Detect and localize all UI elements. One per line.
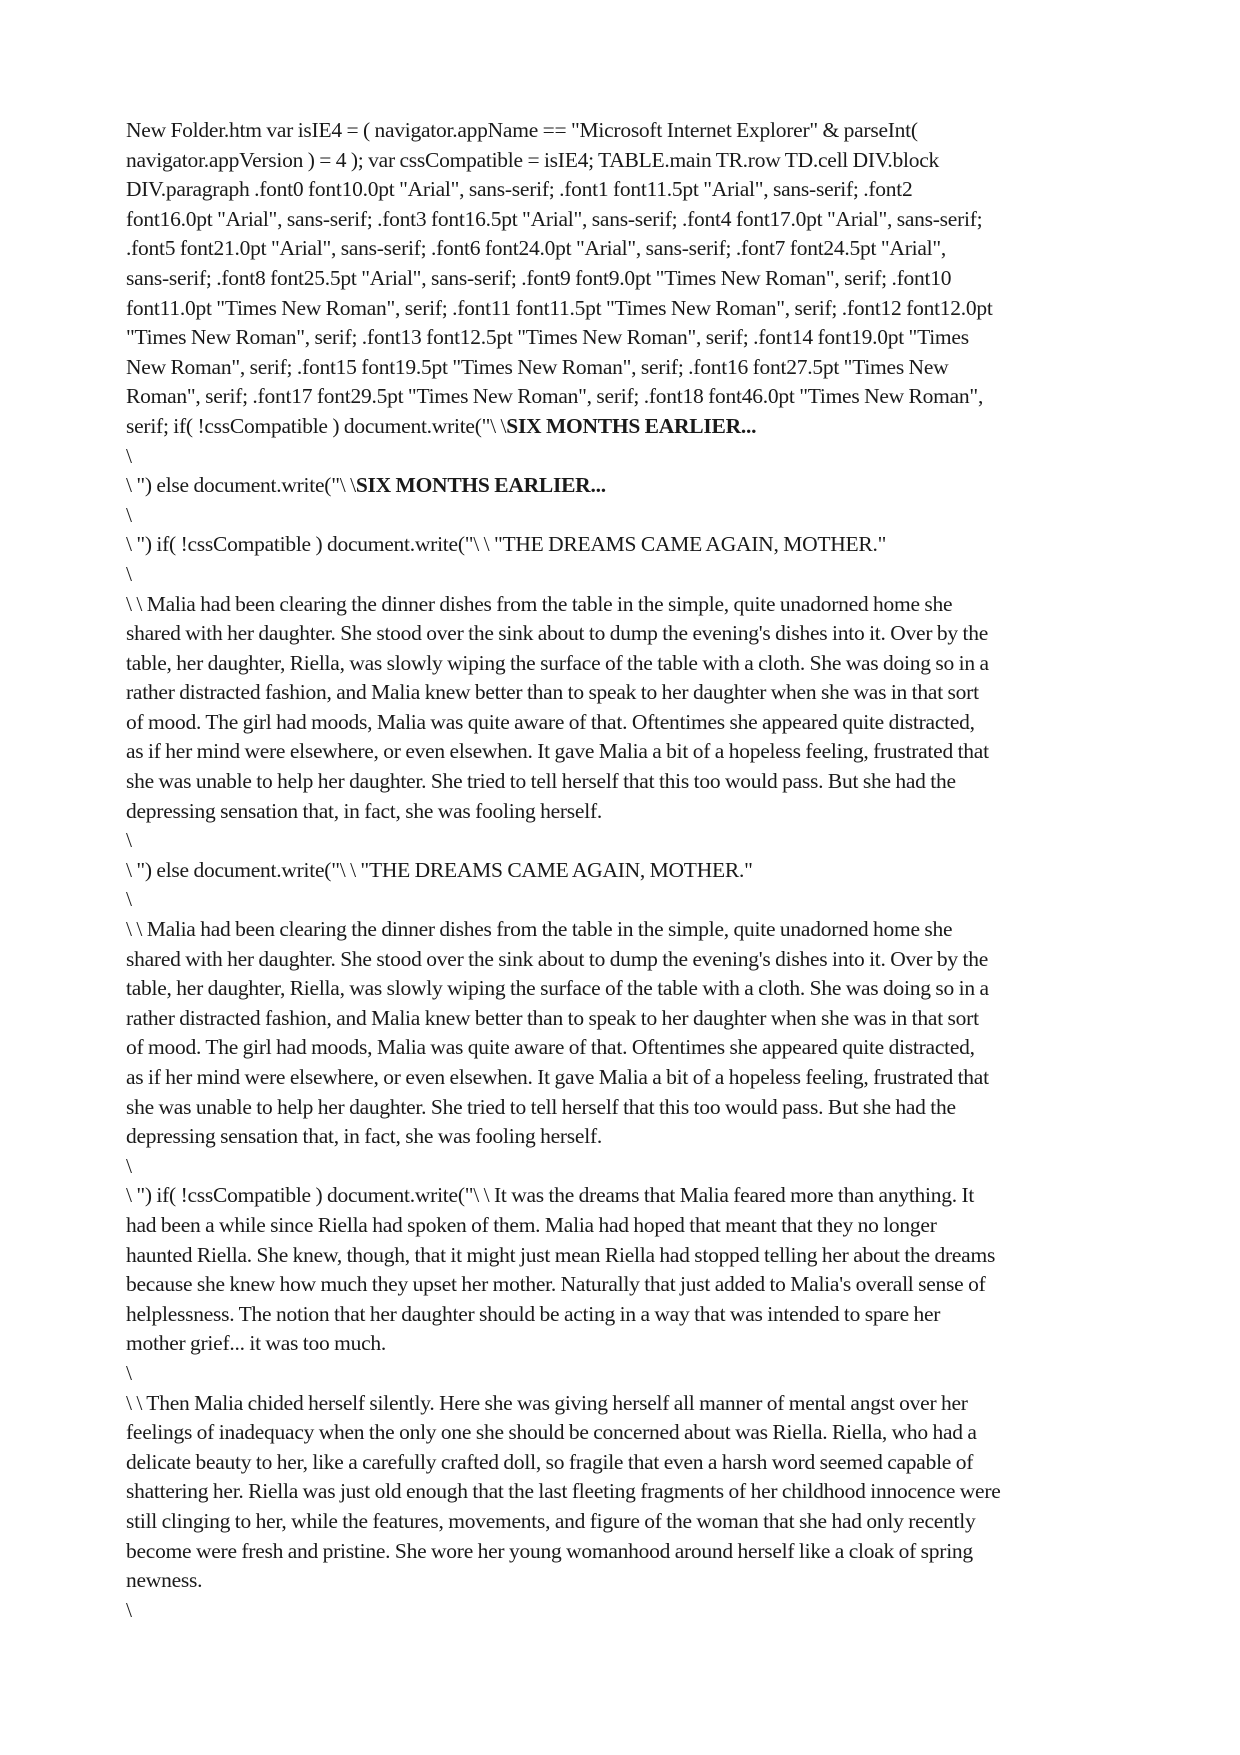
text-line	[126, 412, 1122, 442]
text-line	[126, 1389, 1122, 1419]
text-segment: because she knew how much they upset her mother. Naturally that just added to Malia's overall sense of	[126, 1272, 986, 1297]
text-line	[126, 1329, 1122, 1359]
text-segment: DIV.paragraph .font0 font10.0pt "Arial", sans-serif; .font1 font11.5pt "Arial", sans-serif; .font2	[126, 177, 913, 202]
text-line	[126, 856, 1122, 886]
text-segment: still clinging to her, while the features, movements, and figure of the woman that she had only recently	[126, 1508, 976, 1533]
text-line	[126, 1270, 1122, 1300]
text-line	[126, 708, 1122, 738]
text-segment: font11.0pt "Times New Roman", serif; .font11 font11.5pt "Times New Roman", serif; .font12 font12.0pt	[126, 295, 993, 320]
text-line	[126, 1033, 1122, 1063]
text-segment: serif; if( !cssCompatible ) document.write("\ \	[126, 413, 507, 438]
text-line	[126, 826, 1122, 856]
text-segment: she was unable to help her daughter. She tried to tell herself that this too would pass. But she had the	[126, 769, 956, 794]
text-segment: shared with her daughter. She stood over the sink about to dump the evening's dishes into it. Over by the	[126, 621, 989, 646]
text-line	[126, 234, 1122, 264]
text-line	[126, 1448, 1122, 1478]
text-segment: sans-serif; .font8 font25.5pt "Arial", sans-serif; .font9 font9.0pt "Times New Roman", serif; .font10	[126, 265, 952, 290]
text-segment: \	[126, 443, 132, 468]
text-line	[126, 294, 1122, 324]
text-segment: depressing sensation that, in fact, she was fooling herself.	[126, 798, 602, 823]
text-segment: \	[126, 1360, 132, 1385]
text-line	[126, 619, 1122, 649]
text-line	[126, 1596, 1122, 1626]
text-line	[126, 945, 1122, 975]
bold-heading-text: SIX MONTHS EARLIER...	[506, 413, 757, 438]
text-segment: "Times New Roman", serif; .font13 font12.5pt "Times New Roman", serif; .font14 font19.0pt "Times	[126, 325, 969, 350]
text-segment: had been a while since Riella had spoken of them. Malia had hoped that meant that they no longer	[126, 1212, 937, 1237]
text-segment: \ \ Malia had been clearing the dinner dishes from the table in the simple, quite unadorned home she	[126, 591, 953, 616]
text-line	[126, 1063, 1122, 1093]
text-segment: Roman", serif; .font17 font29.5pt "Times New Roman", serif; .font18 font46.0pt "Times New Roman",	[126, 384, 984, 409]
text-segment: helplessness. The notion that her daughter should be acting in a way that was intended to spare her	[126, 1301, 941, 1326]
text-line	[126, 501, 1122, 531]
text-line	[126, 175, 1122, 205]
text-segment: as if her mind were elsewhere, or even elsewhen. It gave Malia a bit of a hopeless feeling, frustrated that	[126, 1065, 989, 1089]
text-line	[126, 797, 1122, 827]
text-line	[126, 116, 1122, 146]
text-line	[126, 1507, 1122, 1537]
text-line	[126, 737, 1122, 767]
text-line	[126, 649, 1122, 679]
text-segment: become were fresh and pristine. She wore her young womanhood around herself like a cloak of spring	[126, 1538, 973, 1563]
text-line	[126, 1300, 1122, 1330]
text-line	[126, 1211, 1122, 1241]
text-segment: shared with her daughter. She stood over the sink about to dump the evening's dishes into it. Over by the	[126, 946, 989, 971]
text-line	[126, 1181, 1122, 1211]
text-line	[126, 264, 1122, 294]
text-segment: as if her mind were elsewhere, or even elsewhen. It gave Malia a bit of a hopeless feeling, frustrated that	[126, 739, 989, 764]
text-segment: of mood. The girl had moods, Malia was quite aware of that. Oftentimes she appeared quite distracted,	[126, 709, 975, 734]
text-segment: \	[126, 1597, 132, 1622]
text-segment: newness.	[126, 1568, 203, 1593]
text-line	[126, 530, 1122, 560]
text-segment: delicate beauty to her, like a carefully crafted doll, so fragile that even a harsh word seemed capable of	[126, 1449, 974, 1474]
text-segment: \ \ Malia had been clearing the dinner dishes from the table in the simple, quite unadorned home she	[126, 917, 953, 942]
text-segment: \	[126, 1153, 132, 1178]
text-line	[126, 590, 1122, 620]
text-segment: table, her daughter, Riella, was slowly wiping the surface of the table with a cloth. She was doing so in a	[126, 650, 989, 675]
text-segment: \	[126, 828, 132, 853]
text-line	[126, 1004, 1122, 1034]
bold-heading-text: SIX MONTHS EARLIER...	[355, 473, 606, 498]
text-line	[126, 1537, 1122, 1567]
text-line	[126, 915, 1122, 945]
text-line	[126, 323, 1122, 353]
text-segment: navigator.appVersion ) = 4 ); var cssCompatible = isIE4; TABLE.main TR.row TD.cell DIV.block	[126, 147, 939, 172]
text-segment: \ ") if( !cssCompatible ) document.write("\ \ It was the dreams that Malia feared more than anything. It	[126, 1183, 975, 1208]
text-segment: .font5 font21.0pt "Arial", sans-serif; .font6 font24.0pt "Arial", sans-serif; .font7 font24.5pt "Arial",	[126, 236, 947, 261]
text-line	[126, 205, 1122, 235]
text-line	[126, 1477, 1122, 1507]
text-line	[126, 560, 1122, 590]
text-line	[126, 1418, 1122, 1448]
text-line	[126, 1566, 1122, 1596]
text-line	[126, 1241, 1122, 1271]
text-segment: she was unable to help her daughter. She tried to tell herself that this too would pass. But she had the	[126, 1094, 956, 1119]
text-segment: New Roman", serif; .font15 font19.5pt "Times New Roman", serif; .font16 font27.5pt "Times New	[126, 354, 949, 379]
text-segment: table, her daughter, Riella, was slowly wiping the surface of the table with a cloth. She was doing so in a	[126, 976, 989, 1001]
text-segment: \	[126, 561, 132, 586]
text-segment: New Folder.htm var isIE4 = ( navigator.appName == "Microsoft Internet Explorer" & parseInt(	[126, 118, 918, 142]
text-line	[126, 1093, 1122, 1123]
text-segment: rather distracted fashion, and Malia knew better than to speak to her daughter when she was in that sort	[126, 680, 979, 705]
text-line	[126, 471, 1122, 501]
text-segment: rather distracted fashion, and Malia knew better than to speak to her daughter when she was in that sort	[126, 1005, 979, 1030]
text-line	[126, 442, 1122, 472]
text-segment: feelings of inadequacy when the only one she should be concerned about was Riella. Riella, who had a	[126, 1420, 977, 1445]
text-segment: of mood. The girl had moods, Malia was quite aware of that. Oftentimes she appeared quite distracted,	[126, 1035, 975, 1060]
text-line	[126, 353, 1122, 383]
text-segment: font16.0pt "Arial", sans-serif; .font3 font16.5pt "Arial", sans-serif; .font4 font17.0pt "Arial", sans-serif;	[126, 206, 983, 231]
text-segment: shattering her. Riella was just old enough that the last fleeting fragments of her childhood innocence were	[126, 1479, 1001, 1504]
text-line	[126, 382, 1122, 412]
text-segment: mother grief... it was too much.	[126, 1331, 386, 1356]
text-segment: \	[126, 502, 132, 527]
text-segment: haunted Riella. She knew, though, that it might just mean Riella had stopped telling her about the dreams	[126, 1242, 996, 1267]
text-segment: \ ") if( !cssCompatible ) document.write("\ \ "THE DREAMS CAME AGAIN, MOTHER."	[126, 532, 887, 557]
text-line	[126, 1152, 1122, 1182]
text-line	[126, 1359, 1122, 1389]
text-segment: \ ") else document.write("\ \ "THE DREAMS CAME AGAIN, MOTHER."	[126, 857, 753, 882]
text-segment: \	[126, 887, 132, 912]
text-segment: \ \ Then Malia chided herself silently. Here she was giving herself all manner of mental angst over her	[126, 1390, 968, 1415]
text-line	[126, 974, 1122, 1004]
text-line	[126, 1122, 1122, 1152]
text-line	[126, 767, 1122, 797]
document-page	[126, 116, 1122, 1625]
text-segment: \ ") else document.write("\ \	[126, 473, 356, 498]
text-line	[126, 678, 1122, 708]
text-line	[126, 885, 1122, 915]
text-line	[126, 146, 1122, 176]
text-segment: depressing sensation that, in fact, she was fooling herself.	[126, 1124, 602, 1149]
